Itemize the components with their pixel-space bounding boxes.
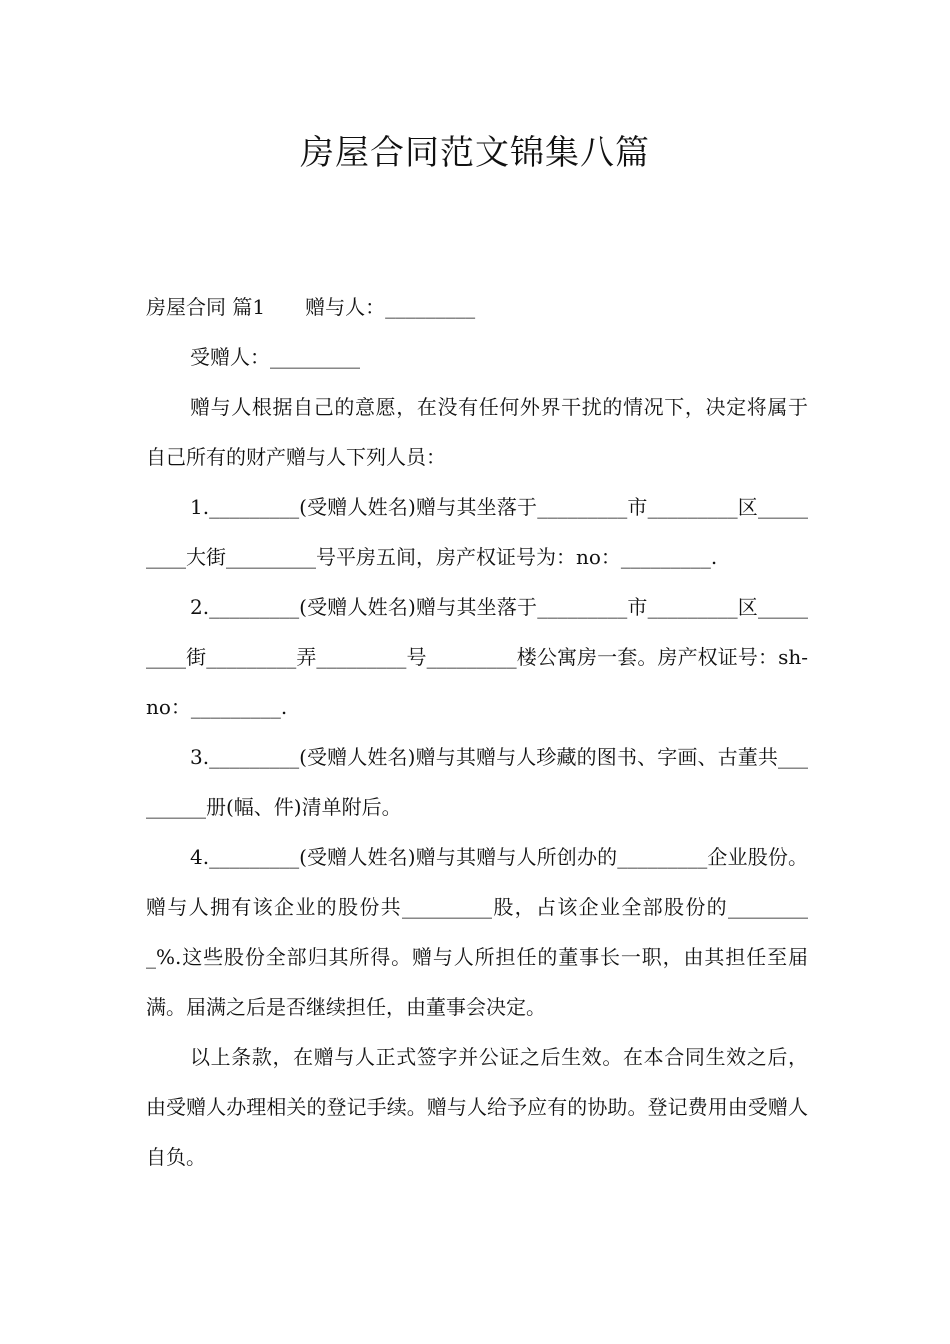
document-body <box>146 282 808 1182</box>
intro-paragraph: 赠与人根据自己的意愿，在没有任何外界干扰的情况下，决定将属于自己所有的财产赠与人下列人员： <box>146 395 808 469</box>
clause-1: 1._________(受赠人姓名)赠与其坐落于_________市_________区_________大街_________号平房五间，房产权证号为：no：_________. <box>146 495 808 569</box>
clause-4: 4._________(受赠人姓名)赠与其赠与人所创办的_________企业股份。赠与人拥有该企业的股份共_________股，占该企业全部股份的_________%.这些股份全部归其所得。赠与人所担任的董事长一职，由其担任至届满。届满之后是否继续担任，由董事会决定。 <box>146 845 808 1019</box>
section-heading: 房屋合同 篇1 <box>146 295 266 319</box>
clause-3: 3._________(受赠人姓名)赠与其赠与人珍藏的图书、字画、古董共_________册(幅、件)清单附后。 <box>146 745 808 819</box>
heading-line <box>146 282 808 332</box>
donor-line: 赠与人：_________ <box>305 295 476 319</box>
document-title: 房屋合同范文锦集八篇 <box>300 133 650 173</box>
closing-paragraph: 以上条款，在赠与人正式签字并公证之后生效。在本合同生效之后，由受赠人办理相关的登记手续。赠与人给予应有的协助。登记费用由受赠人自负。 <box>146 1045 808 1169</box>
clause-2: 2._________(受赠人姓名)赠与其坐落于_________市_________区_________街_________弄_________号_________楼公寓房一套。房产权证号：sh-no：_________. <box>146 595 808 719</box>
recipient-line: 受赠人：_________ <box>190 345 360 369</box>
